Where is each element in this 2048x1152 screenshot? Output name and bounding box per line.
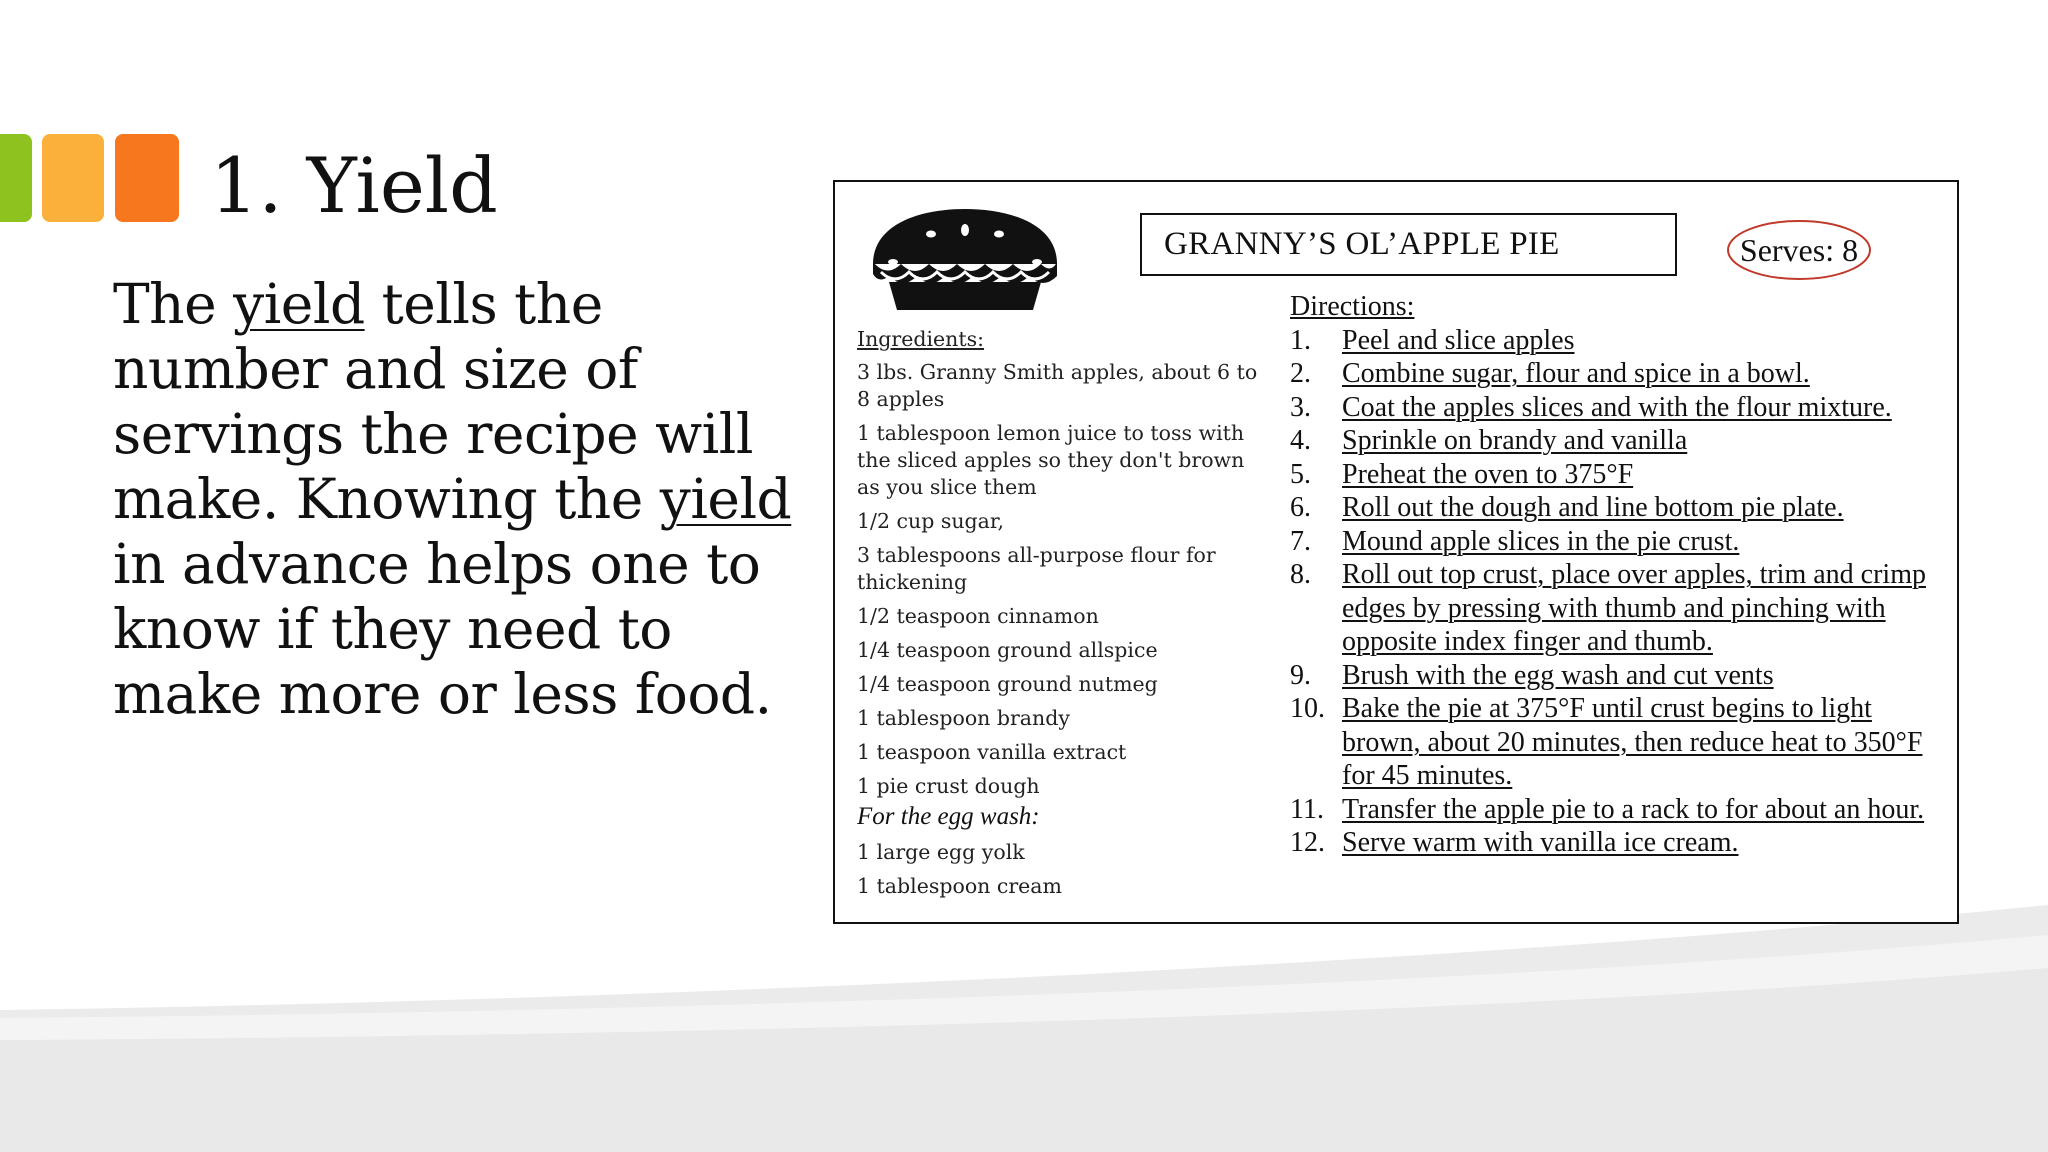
step-text: Preheat the oven to 375°F	[1342, 458, 1634, 490]
step-text: Bake the pie at 375°F until crust begins to light brown, about 20 minutes, then reduce heat to 350°F for 45 minutes.	[1342, 693, 1923, 791]
ingredient-item: 1 teaspoon vanilla extract	[857, 740, 1127, 764]
step-number: 9.	[1290, 659, 1311, 691]
ingredient-item: 1 tablespoon brandy	[857, 706, 1070, 730]
serves-count: Serves: 8	[1739, 231, 1859, 268]
body-text-part: tells the number and size of servings the recipe will make. Knowing the	[113, 272, 753, 531]
recipe-card	[833, 180, 1959, 924]
accent-block-orange	[115, 134, 179, 222]
egg-wash-heading: For the egg wash:	[857, 803, 1040, 830]
ingredient-item: 1 pie crust dough	[857, 774, 1040, 798]
recipe-title: GRANNY’S OL’APPLE PIE	[1140, 213, 1677, 276]
ingredient-item: 1/4 teaspoon ground nutmeg	[857, 672, 1158, 696]
direction-step	[1290, 491, 1940, 525]
step-number: 12.	[1290, 827, 1325, 858]
directions-section	[1290, 290, 1940, 860]
direction-step	[1290, 458, 1940, 492]
step-number: 8.	[1290, 559, 1311, 590]
step-text: Combine sugar, flour and spice in a bowl.	[1342, 358, 1810, 389]
step-text: Mound apple slices in the pie crust.	[1342, 525, 1740, 557]
body-text-part: in advance helps one to know if they need to make more or less food.	[113, 532, 772, 726]
step-number: 11.	[1290, 793, 1324, 825]
direction-step	[1290, 324, 1940, 358]
ingredient-item: 1/4 teaspoon ground allspice	[857, 638, 1158, 662]
direction-step	[1290, 525, 1940, 559]
step-number: 5.	[1290, 458, 1311, 490]
underlined-term: yield	[233, 272, 365, 336]
pie-icon	[865, 204, 1065, 314]
underlined-term: yield	[659, 467, 792, 531]
step-text: Roll out the dough and line bottom pie plate.	[1342, 492, 1844, 523]
step-number: 3.	[1290, 391, 1311, 423]
serves-label-wrap	[1725, 218, 1873, 282]
ingredient-item: 1 tablespoon lemon juice to toss with the sliced apples so they don't brown as you slice them	[857, 421, 1245, 499]
directions-list	[1290, 324, 1940, 860]
direction-step	[1290, 692, 1940, 793]
slide-body-text	[113, 272, 833, 727]
step-text: Peel and slice apples	[1342, 324, 1575, 356]
body-text-part: The	[113, 272, 234, 336]
step-number: 10.	[1290, 693, 1325, 724]
direction-step	[1290, 826, 1940, 860]
step-text: Transfer the apple pie to a rack to for about an hour.	[1342, 793, 1925, 825]
ingredient-item: 3 lbs. Granny Smith apples, about 6 to 8 apples	[857, 360, 1258, 411]
directions-heading: Directions:	[1290, 291, 1415, 322]
ingredient-item: 1/2 cup sugar,	[857, 509, 1004, 533]
accent-block-yellow	[42, 134, 104, 222]
ingredients-section	[857, 326, 1267, 907]
step-text: Sprinkle on brandy and vanilla	[1342, 425, 1688, 456]
slide-title: 1. Yield	[210, 141, 498, 230]
step-text: Serve warm with vanilla ice cream.	[1342, 827, 1739, 858]
ingredient-item: 3 tablespoons all-purpose flour for thickening	[857, 543, 1216, 594]
direction-step	[1290, 793, 1940, 827]
step-number: 4.	[1290, 425, 1311, 456]
step-text: Brush with the egg wash and cut vents	[1342, 659, 1774, 691]
step-number: 2.	[1290, 358, 1311, 389]
ingredient-item: 1/2 teaspoon cinnamon	[857, 604, 1099, 628]
accent-block-green	[0, 134, 32, 222]
step-text: Roll out top crust, place over apples, trim and crimp edges by pressing with thumb and pinching with opposite index finger and thumb.	[1342, 559, 1926, 657]
direction-step	[1290, 424, 1940, 458]
ingredients-heading: Ingredients:	[857, 327, 985, 351]
egg-wash-item: 1 large egg yolk	[857, 840, 1025, 864]
step-number: 1.	[1290, 324, 1311, 356]
step-text: Coat the apples slices and with the flour mixture.	[1342, 391, 1892, 423]
egg-wash-item: 1 tablespoon cream	[857, 874, 1062, 898]
direction-step	[1290, 357, 1940, 391]
direction-step	[1290, 659, 1940, 693]
step-number: 7.	[1290, 525, 1311, 557]
step-number: 6.	[1290, 492, 1311, 523]
direction-step	[1290, 391, 1940, 425]
direction-step	[1290, 558, 1940, 659]
